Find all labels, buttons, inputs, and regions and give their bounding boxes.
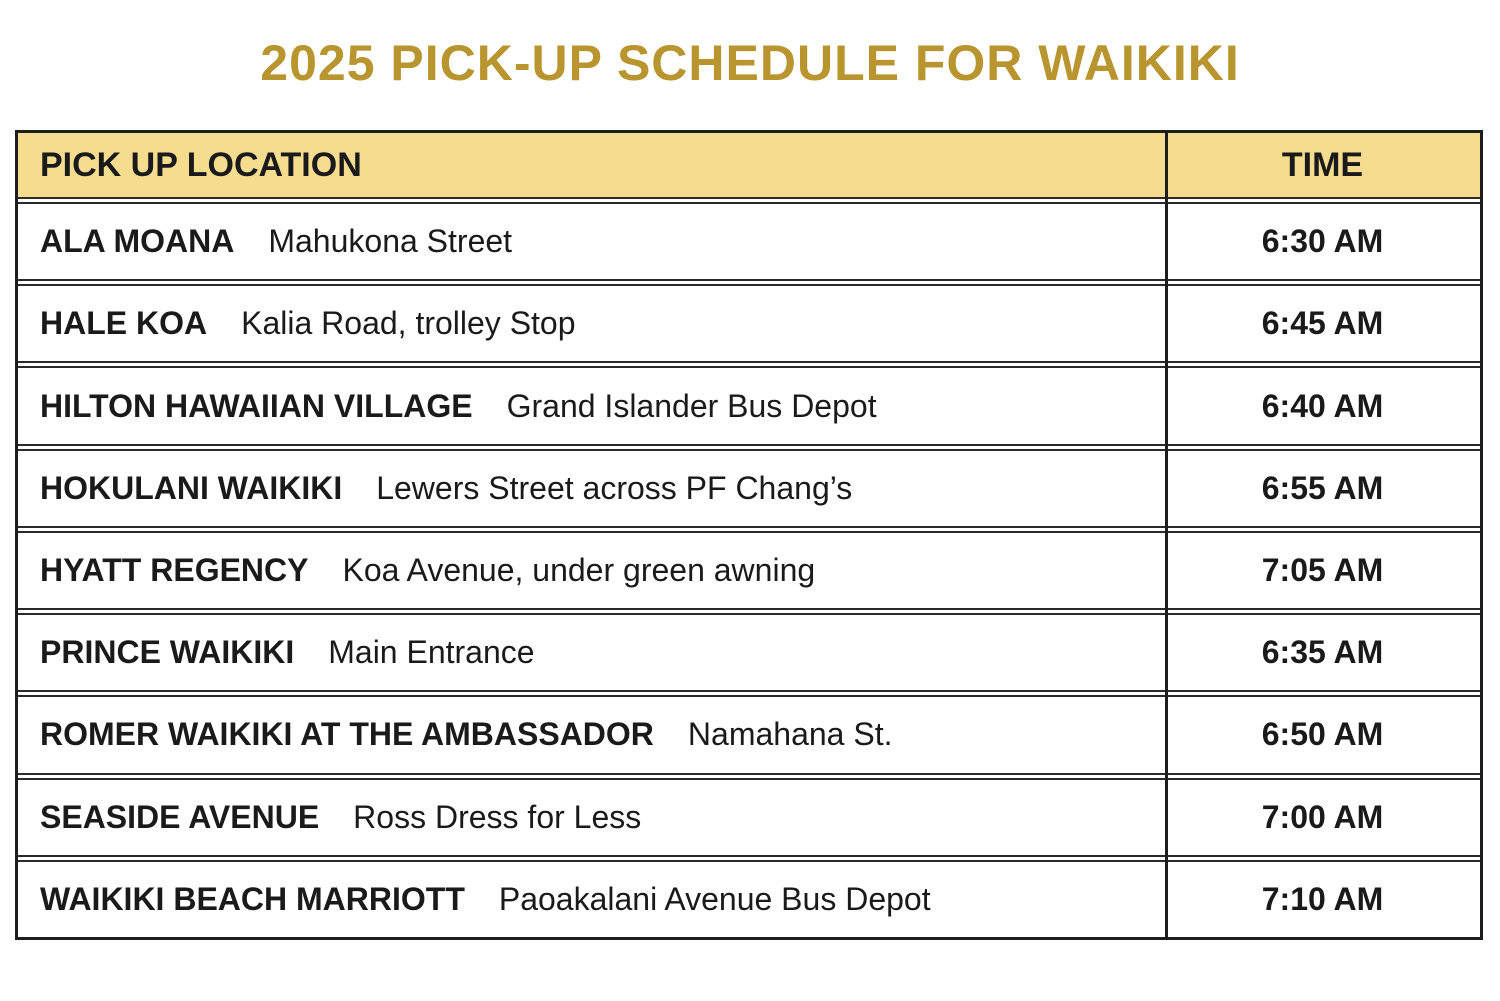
location-name: HOKULANI WAIKIKI [40, 469, 343, 506]
page-title: 2025 PICK-UP SCHEDULE FOR WAIKIKI [260, 35, 1240, 91]
location-name: ALA MOANA [40, 223, 235, 260]
location-detail: Paoakalani Avenue Bus Depot [498, 880, 931, 917]
pickup-time: 7:05 AM [1261, 551, 1384, 588]
table-row [18, 284, 1480, 363]
schedule-table-body [15, 130, 1483, 940]
pickup-time: 7:10 AM [1261, 880, 1384, 917]
pickup-time: 6:30 AM [1261, 223, 1384, 260]
table-row [18, 449, 1480, 528]
table-row [18, 613, 1480, 692]
location-name: HYATT REGENCY [40, 551, 309, 588]
pickup-time: 6:40 AM [1261, 387, 1384, 424]
pickup-time: 6:45 AM [1261, 305, 1384, 342]
pickup-time: 6:50 AM [1261, 716, 1384, 753]
header-cell-location: PICK UP LOCATION [40, 145, 362, 184]
pickup-time: 6:55 AM [1261, 469, 1384, 506]
location-detail: Koa Avenue, under green awning [342, 551, 816, 588]
pickup-time: 7:00 AM [1261, 798, 1384, 835]
header-cell-time: TIME [1281, 145, 1364, 184]
schedule-table [15, 130, 1483, 940]
location-name: ROMER WAIKIKI AT THE AMBASSADOR [40, 716, 654, 753]
table-row [18, 778, 1480, 857]
table-row [18, 202, 1480, 281]
header-row [18, 133, 1480, 199]
location-name: HALE KOA [40, 305, 208, 342]
pickup-time: 6:35 AM [1261, 634, 1384, 671]
location-name: HILTON HAWAIIAN VILLAGE [40, 387, 473, 424]
location-detail: Grand Islander Bus Depot [506, 387, 877, 424]
location-name: SEASIDE AVENUE [40, 798, 320, 835]
location-detail: Namahana St. [687, 716, 893, 753]
table-row [18, 695, 1480, 774]
location-detail: Main Entrance [328, 634, 535, 671]
table-row [18, 531, 1480, 610]
location-detail: Ross Dress for Less [353, 798, 642, 835]
location-name: PRINCE WAIKIKI [40, 634, 295, 671]
location-detail: Mahukona Street [268, 223, 513, 260]
table-row [18, 366, 1480, 445]
location-name: WAIKIKI BEACH MARRIOTT [40, 880, 465, 917]
column-divider [1165, 130, 1168, 940]
location-detail: Kalia Road, trolley Stop [241, 305, 576, 342]
table-row [18, 860, 1480, 937]
location-detail: Lewers Street across PF Chang’s [376, 469, 853, 506]
